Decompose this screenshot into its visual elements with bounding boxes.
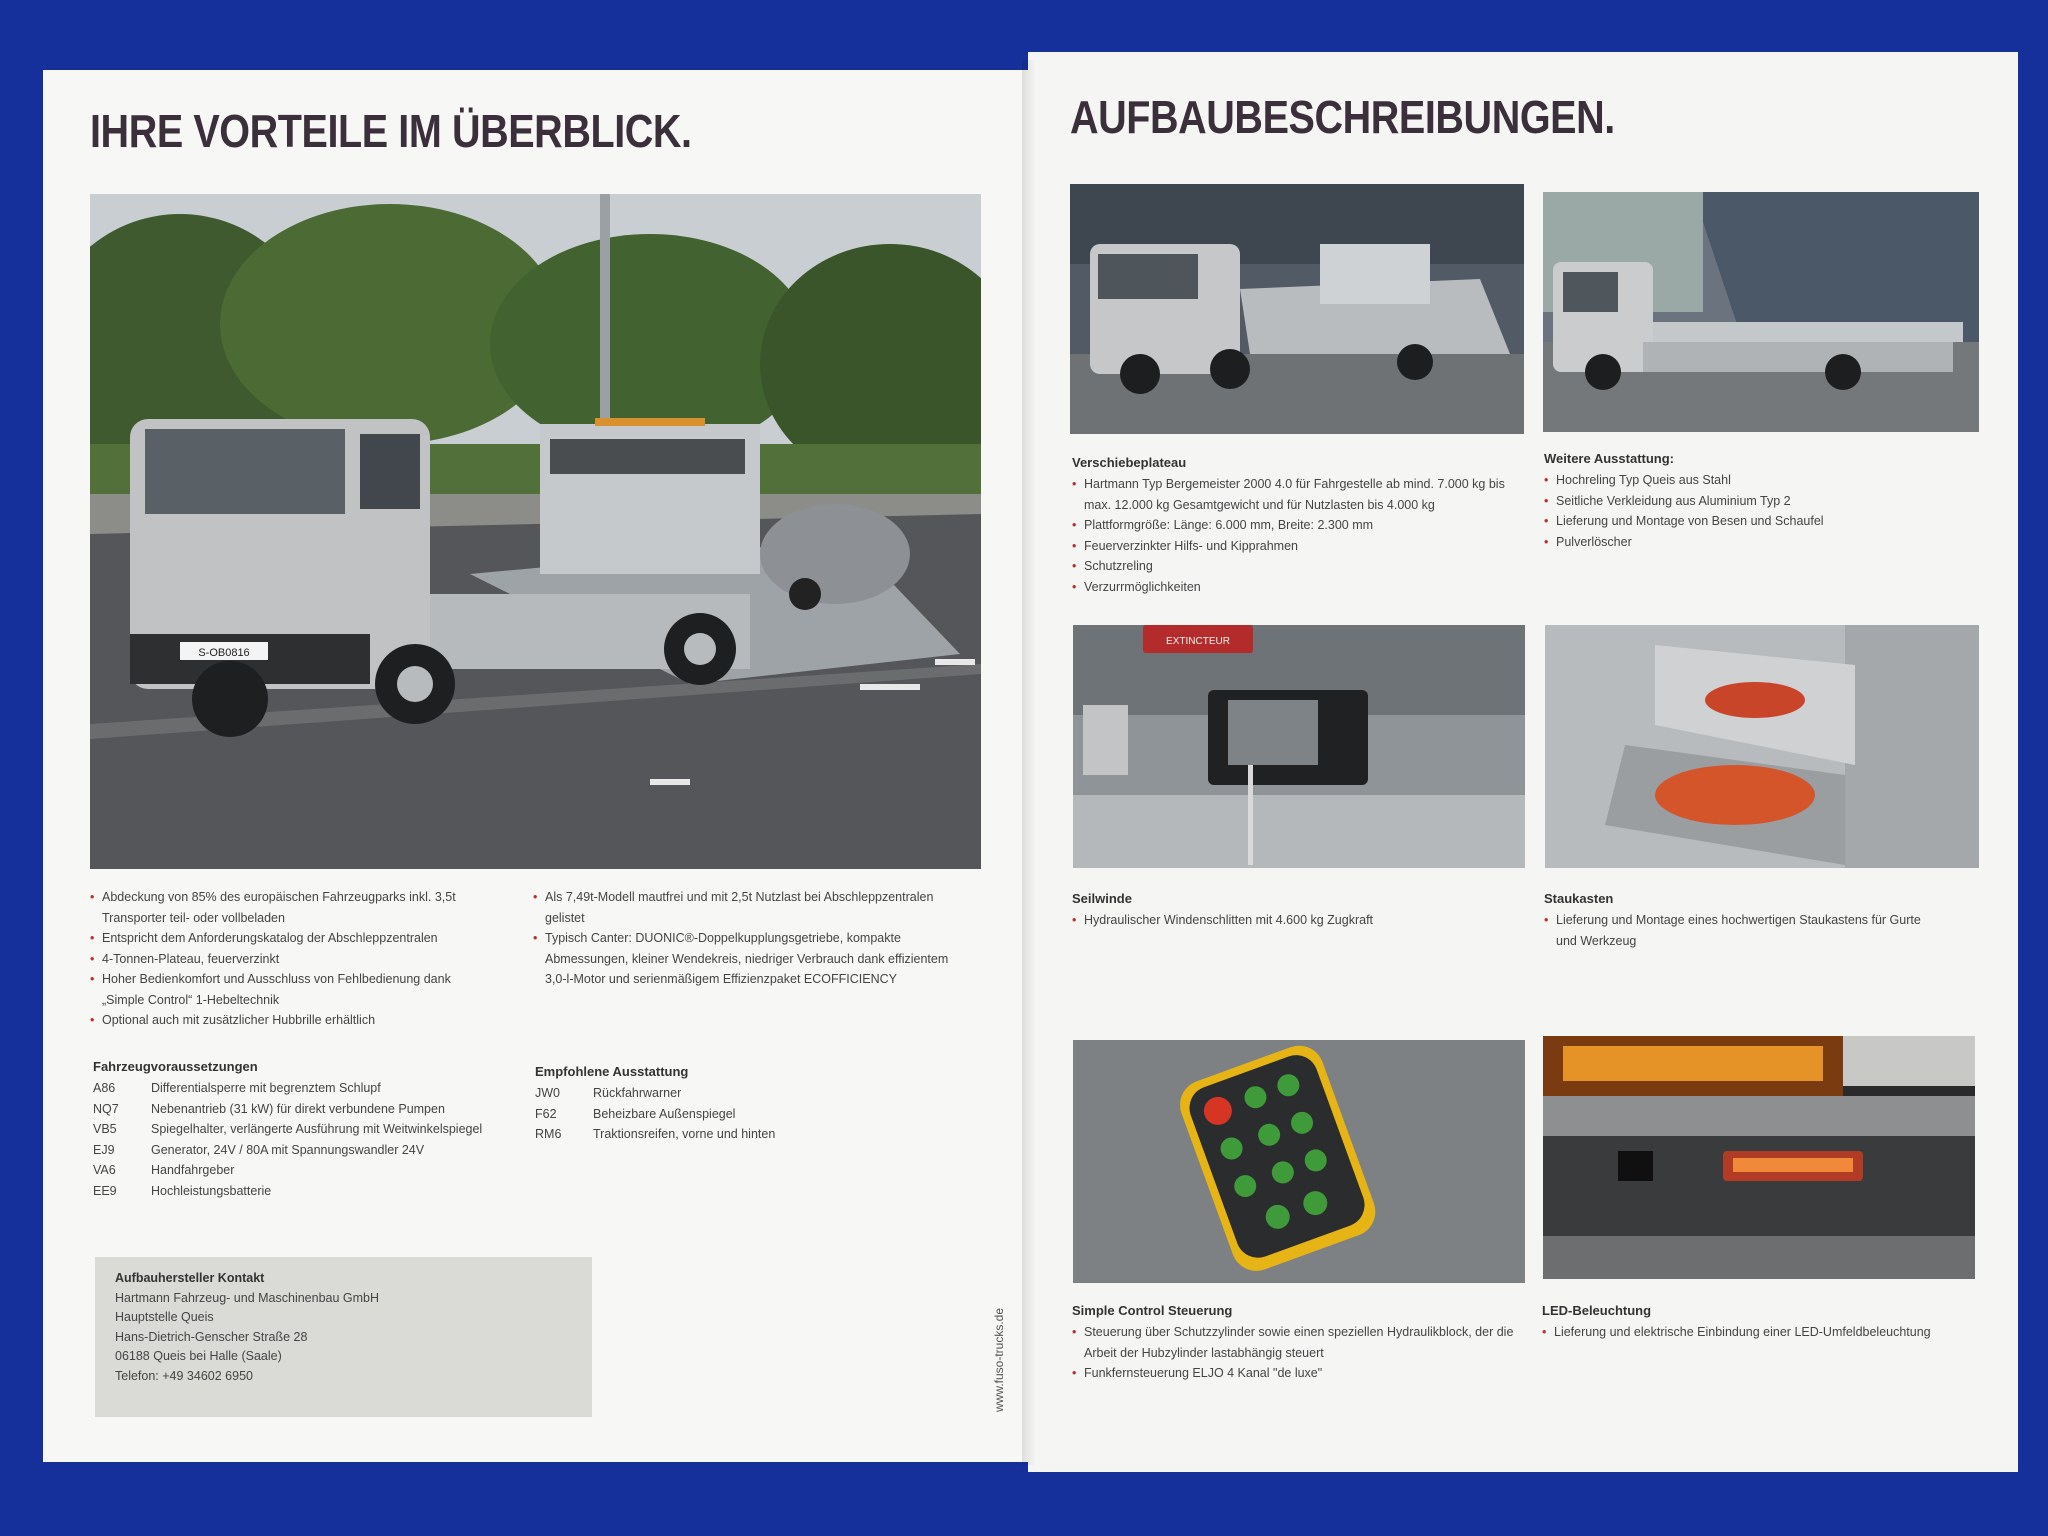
section-heading: LED-Beleuchtung (1542, 1303, 1652, 1318)
code-row (93, 1099, 513, 1120)
option-text: Traktionsreifen, vorne und hinten (593, 1127, 776, 1141)
list-item: • Als 7,49t-Modell mautfrei und mit 2,5t Nutzlast bei Abschleppzentralen gelistet (533, 887, 968, 928)
option-code: VB5 (93, 1122, 117, 1136)
list-item: • 4-Tonnen-Plateau, feuerverzinkt (90, 949, 460, 970)
list-item: • Plattformgröße: Länge: 6.000 mm, Breite: 2.300 mm (1072, 515, 1517, 536)
code-row (93, 1181, 513, 1202)
photo-flatbed-side (1543, 192, 1979, 432)
list-item: • Entspricht dem Anforderungskatalog der Abschleppzentralen (90, 928, 460, 949)
section-heading: Simple Control Steuerung (1072, 1303, 1233, 1318)
list-item: • Lieferung und Montage von Besen und Schaufel (1544, 511, 1984, 532)
section-heading: Verschiebeplateau (1072, 455, 1187, 470)
option-code: F62 (535, 1106, 557, 1121)
section-simple-control (1072, 1302, 1517, 1384)
photo-flatbed-front (1070, 184, 1524, 434)
option-text: Spiegelhalter, verlängerte Ausführung mit Weitwinkelspiegel (151, 1122, 483, 1136)
option-text: Differentialsperre mit begrenztem Schlupf (151, 1081, 381, 1095)
option-code: VA6 (93, 1163, 116, 1177)
contact-line: Hartmann Fahrzeug- und Maschinenbau GmbH (115, 1290, 380, 1305)
website-url: www.fuso-trucks.de (992, 1307, 1006, 1412)
contact-line: 06188 Queis bei Halle (Saale) (115, 1349, 282, 1363)
list-item: • Hartmann Typ Bergemeister 2000 4.0 für Fahrgestelle ab mind. 7.000 kg bis max. 12.000 kg Gesamtgewicht und für Nutzlasten bis 4.000 kg (1072, 474, 1517, 515)
code-row (93, 1140, 513, 1161)
brochure-spine (1022, 60, 1036, 1465)
contact-line: Hans-Dietrich-Genscher Straße 28 (115, 1329, 308, 1344)
code-row (535, 1124, 955, 1145)
list-item: • Lieferung und Montage eines hochwertigen Staukastens für Gurte und Werkzeug (1544, 910, 1944, 951)
code-row (93, 1119, 513, 1140)
section-seilwinde (1072, 890, 1517, 931)
section-weitere-ausstattung (1544, 450, 1984, 552)
recommended-equipment (535, 1063, 955, 1145)
section-heading: Weitere Ausstattung: (1544, 451, 1675, 466)
code-row (535, 1104, 955, 1125)
list-item: • Optional auch mit zusätzlicher Hubbrille erhältlich (90, 1010, 460, 1031)
option-text: Nebenantrieb (31 kW) für direkt verbundene Pumpen (151, 1101, 445, 1116)
option-code: NQ7 (93, 1101, 119, 1116)
code-row (93, 1078, 513, 1099)
contact-box (95, 1257, 592, 1417)
option-text: Handfahrgeber (151, 1163, 235, 1177)
option-code: RM6 (535, 1127, 562, 1141)
list-item: • Hoher Bedienkomfort und Ausschluss von Fehlbedienung dank „Simple Control“ 1-Hebeltechnik (90, 969, 460, 1010)
section-heading: Staukasten (1544, 891, 1614, 906)
list-item: • Funkfernsteuerung ELJO 4 Kanal "de luxe" (1072, 1363, 1517, 1384)
code-row (93, 1160, 513, 1181)
photo-storage-box (1545, 625, 1979, 868)
list-item: • Hochreling Typ Queis aus Stahl (1544, 470, 1984, 491)
list-item: • Seitliche Verkleidung aus Aluminium Typ 2 (1544, 491, 1984, 512)
vehicle-requirements (93, 1058, 513, 1201)
advantages-list-a (90, 887, 460, 1031)
list-item: • Abdeckung von 85% des europäischen Fahrzeugparks inkl. 3,5t Transporter teil- oder vollbeladen (90, 887, 460, 928)
option-text: Rückfahrwarner (593, 1086, 682, 1100)
option-code: A86 (93, 1081, 116, 1095)
section-staukasten (1544, 890, 1944, 951)
option-code: EJ9 (93, 1142, 115, 1157)
code-row (535, 1083, 955, 1104)
section-verschiebeplateau (1072, 454, 1517, 597)
list-item: • Verzurrmöglichkeiten (1072, 577, 1517, 598)
option-text: Beheizbare Außenspiegel (593, 1106, 736, 1121)
list-item: • Hydraulischer Windenschlitten mit 4.600 kg Zugkraft (1072, 910, 1517, 931)
contact-line: Hauptstelle Queis (115, 1310, 214, 1324)
extincteur-label: EXTINCTEUR (1166, 636, 1230, 647)
list-item: • Typisch Canter: DUONIC®-Doppelkupplungsgetriebe, kompakte Abmessungen, kleiner Wendekreis, niedriger Verbrauch dank effizientem 3,0-l-Motor und serienmäßigem Effizienzpaket ECOFFICIENCY (533, 928, 968, 990)
photo-led-lighting (1543, 1036, 1975, 1279)
list-item: • Feuerverzinkter Hilfs- und Kipprahmen (1072, 536, 1517, 557)
section-heading: Seilwinde (1072, 891, 1132, 906)
main-truck-photo (90, 194, 981, 869)
license-plate: S-OB0816 (198, 647, 250, 659)
recommended-heading: Empfohlene Ausstattung (535, 1064, 689, 1079)
contact-phone: Telefon: +49 34602 6950 (115, 1368, 253, 1383)
option-code: JW0 (535, 1086, 560, 1100)
contact-heading: Aufbauhersteller Kontakt (115, 1271, 265, 1285)
section-led-beleuchtung (1542, 1302, 1982, 1343)
list-item: • Steuerung über Schutzzylinder sowie einen speziellen Hydraulikblock, der die Arbeit der Hubzylinder lastabhängig steuert (1072, 1322, 1517, 1363)
left-page-title: IHRE VORTEILE IM ÜBERBLICK. (90, 105, 692, 157)
requirements-heading: Fahrzeugvoraussetzungen (93, 1059, 258, 1074)
list-item: • Pulverlöscher (1544, 532, 1984, 553)
option-code: EE9 (93, 1183, 117, 1198)
option-text: Generator, 24V / 80A mit Spannungswandler 24V (151, 1142, 425, 1157)
list-item: • Lieferung und elektrische Einbindung einer LED-Umfeldbeleuchtung (1542, 1322, 1982, 1343)
advantages-list-b (533, 887, 968, 990)
list-item: • Schutzreling (1072, 556, 1517, 577)
right-page-title: AUFBAUBESCHREIBUNGEN. (1070, 91, 1615, 143)
photo-winch (1073, 625, 1525, 868)
option-text: Hochleistungsbatterie (151, 1183, 272, 1198)
photo-remote-control (1073, 1040, 1525, 1283)
